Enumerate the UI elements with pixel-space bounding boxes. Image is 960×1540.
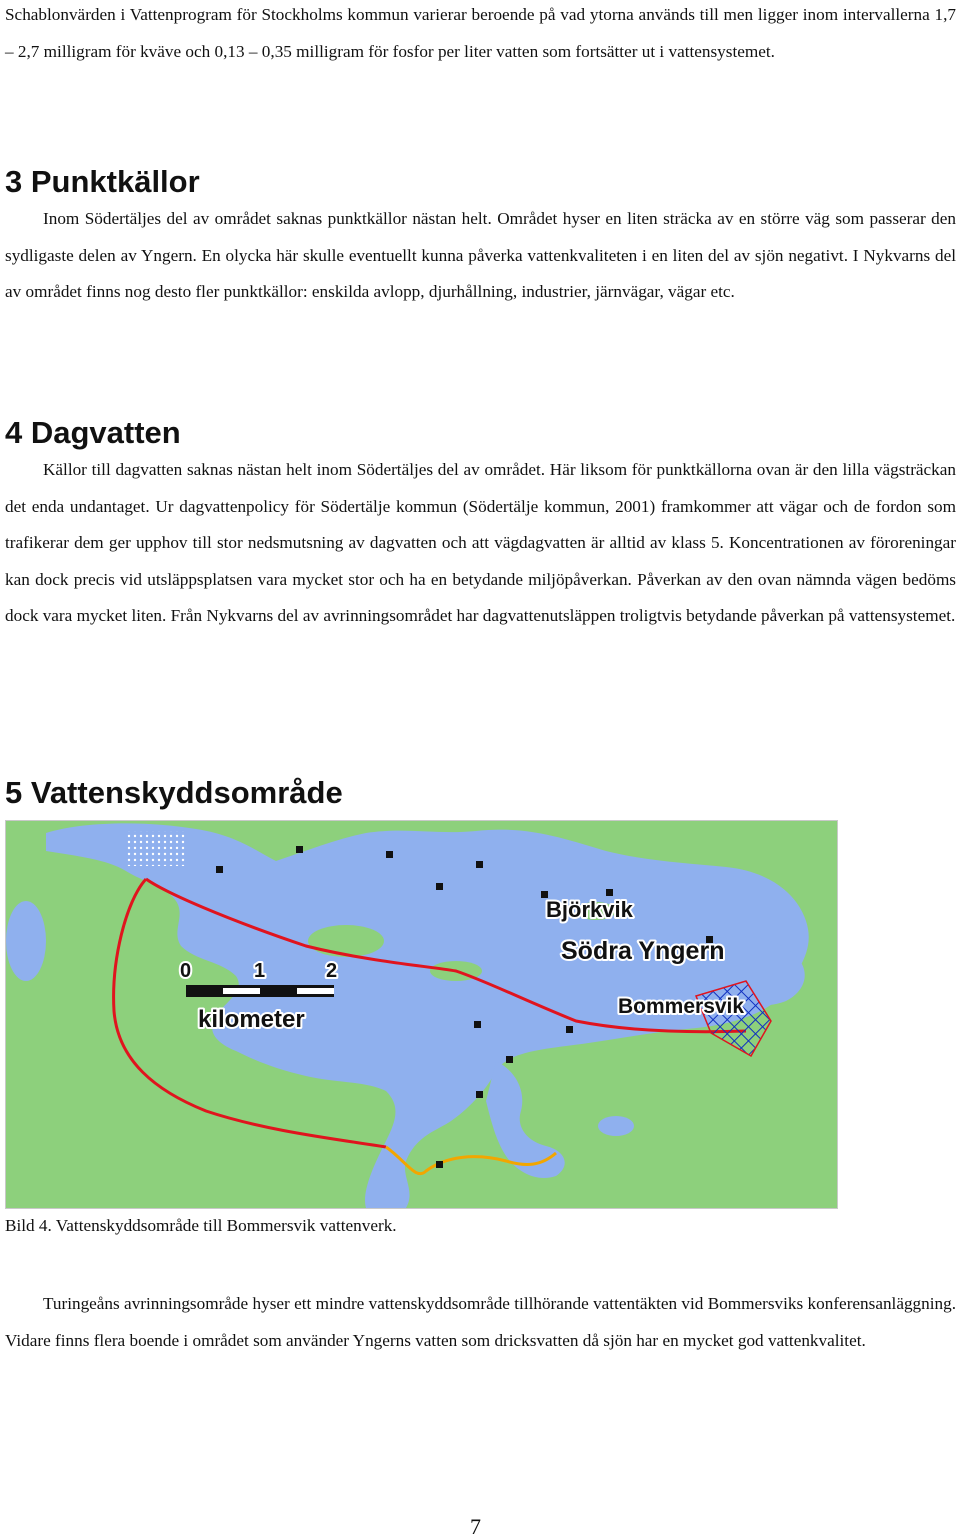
scale-tick-2: 2 <box>326 960 338 982</box>
place-label-bjorkvik: Björkvik <box>546 897 633 922</box>
building-marker <box>606 889 613 896</box>
building-marker <box>216 866 223 873</box>
section-5-heading: 5 Vattenskyddsområde <box>5 775 343 810</box>
place-label-bommersvik: Bommersvik <box>618 995 745 1018</box>
building-marker <box>566 1026 573 1033</box>
page-number: 7 <box>470 1514 481 1539</box>
building-marker <box>476 1091 483 1098</box>
scale-tick-0: 0 <box>180 960 192 982</box>
figure-caption: Bild 4. Vattenskyddsområde till Bommersvik vattenverk. <box>5 1216 397 1235</box>
building-marker <box>474 1021 481 1028</box>
island <box>308 925 384 957</box>
section-4-heading: 4 Dagvatten <box>5 415 181 450</box>
scale-unit-label: kilometer <box>198 1006 305 1033</box>
building-marker <box>506 1056 513 1063</box>
small-lake <box>598 1116 634 1136</box>
building-marker <box>386 851 393 858</box>
building-marker <box>476 861 483 868</box>
intro-paragraph: Schablonvärden i Vattenprogram för Stockholms kommun varierar beroende på vad ytorna används till men ligger inom intervallerna 1,7 – 2,7 milligram för kväve och 0,13 – 0,35 milligram för fosfor per liter vatten som fortsätter ut i vattensystemet. <box>5 5 956 61</box>
section-5-paragraph: Turingeåns avrinningsområde hyser ett mindre vattenskyddsområde tillhörande vattentäkten vid Bommersviks konferensanläggning. Vidare finns flera boende i området som använder Yngerns vatten som dricksvatten då sjön har en mycket god vattenkvalitet. <box>5 1294 956 1350</box>
building-marker <box>436 883 443 890</box>
map-graphic <box>6 821 837 1208</box>
building-marker <box>296 846 303 853</box>
section-3-paragraph: Inom Södertäljes del av området saknas punktkällor nästan helt. Området hyser en liten sträcka av en större väg som passerar den sydligaste delen av Yngern. En olycka här skulle eventuellt kunna påverka vattenkvaliteten i en liten del av sjön negativt. I Nykvarns del av området finns nog desto fler punktkällor: enskilda avlopp, djurhållning, industrier, järnvägar, vägar etc. <box>5 209 956 301</box>
scale-tick-1: 1 <box>254 960 266 982</box>
protection-area-map <box>5 820 838 1209</box>
small-lake <box>6 901 46 981</box>
section-4-paragraph: Källor till dagvatten saknas nästan helt inom Södertäljes del av området. Här liksom för punktkällorna ovan är den lilla vägsträckan det enda undantaget. Ur dagvattenpolicy för Södertälje kommun (Södertälje kommun, 2001) framkommer att vägar och de fordon som trafikerar dem ger upphov till stor nedsmutsning av dagvatten och att vägdagvatten är alltid av klass 5. Koncentrationen av föroreningar kan dock precis vid utsläppsplatsen vara mycket stor och ha en betydande miljöpåverkan. Påverkan av den ovan nämnda vägen bedöms dock vara mycket liten. Från Nykvarns del av avrinningsområdet har dagvattenutsläppen troligtvis betydande påverkan på vattensystemet. <box>5 460 956 625</box>
section-3-heading: 3 Punktkällor <box>5 164 200 199</box>
lake-label-sodra-yngern: Södra Yngern <box>561 937 725 965</box>
marsh-area <box>126 831 186 866</box>
building-marker <box>436 1161 443 1168</box>
